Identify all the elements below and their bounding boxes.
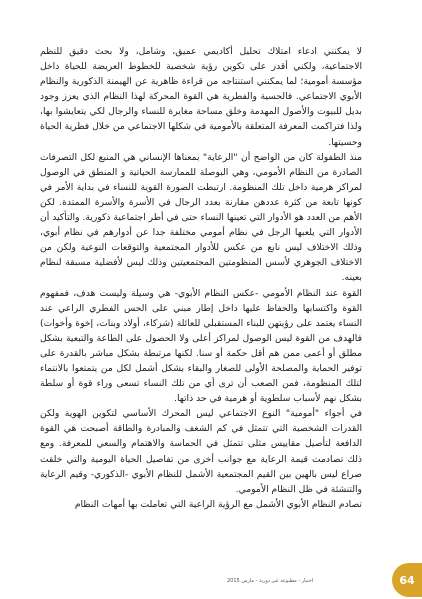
footer-note: اختيار - مطبوعة غير دورية - مارس 2015 <box>227 578 314 584</box>
paragraph-3: القوة عند النظام الأمومي -عكس النظام الأبوي- هي وسيلة وليست هدف، فمفهوم القوة واكتسابها والحفاظ عليها داخل إطار مبني على الحس الفطري الراعي عند النساء يعتمد على رؤيتهن للبناء المستقبلي للعائلة (شركاء، أولاد وبنات، إخوة وأخوات) فالهدف من القوة ليس الوصول لمراكز أعلى ولا الحصول على الطاعة والتبعية بشكل مطلق أو أعمى ممن هم أقل حكمة أو سنا. لكنها مرتبطة بشكل مباشر بالقدرة على توفير الحماية والمصلحة الأولى للصغار والبقاء بشكل أشمل لكل من يتمتعوا بالانتماء لتلك المنظومة، فمن الصعب أن ترى أي من تلك النساء تسعى وراء قوة أو سلطة بشكل نهم لأسباب سلطوية أو هرمية في حد ذاتها. <box>40 287 362 405</box>
paragraph-2: منذ الطفولة كان من الواضح أن "الرعاية" بمعناها الإنساني هي المنبع لكل التصرفات الصادرة من النظام الأمومي، وهي البوصلة للممارسة الحياتية و المنطق في الوصول لمراكز هرمية داخل تلك المنظومة. ارتبطت الصورة القوية للنساء في بداية الأمر في كونها تابعة من كثرة عددهن مقارنة بعدد الرجال في الأسرة والأسرة الممتدة. لكن الأهم من العدد هو الأدوار التي تعينها النساء حتى في أطر اجتماعية ذكورية. والتأكيد أن الأدوار التي يلعبها الرجل في نظام أمومي مختلفة جدا عن أدوارهم في نظام أبوي، وذلك الاختلاف ليس نابع من عكس للأدوار المجتمعية والتوقعات النوعية ولكن من الاختلاف الجوهري لأسس المنظومتين المجتمعيتين وذلك ليس لأفضلية مسبقة لنظام بعينه. <box>39 151 362 284</box>
page-number: 64 <box>399 573 415 587</box>
paragraph-4: في أجواء "أمومية" النوع الاجتماعي ليس المحرك الأساسي لتكوين الهوية ولكن القدرات الشخصية التي تتمثل في كم الشغف والمبادرة والطاقة أصبحت هي القوة الدافعة لتأصيل مقاييس مثلى تتمثل في الحماسة والاهتمام والسعي للمعرفة. ومع ذلك تصادمت قيمة الرعاية مع جوانب أخرى من تفاصيل الحياة اليومية والتي خلقت صراع ليس بالهين بين القيم المجتمعية الأشمل للنظام الأبوي -الذكوري- وقيم الرعاية والتنشئة في ظل النظام الأمومي. <box>40 408 362 495</box>
body-text <box>40 44 362 512</box>
page-number-badge <box>392 563 422 597</box>
paragraph-5: تصادم النظام الأبوي الأشمل مع الرؤية الراعية التي تعاملت بها أمهات النظام <box>74 498 362 510</box>
paragraph-1: لا يمكنني ادعاء امتلاك تحليل أكاديمي عميق، وشامل، ولا بحث دقيق للنظم الاجتماعية، ولكني أقدر على تكوين رؤية شخصية للخطوط العريضة للحياة داخل مؤسسة أمومية؛ لما يمكنني استنتاجه من قراءة ظاهرية عن الهيمنة الذكورية والنظام الأبوي الاجتماعي. فالحسية والفطرية هي القوة المحركة لهذا النظام الذي يعزز وجود بديل للبيوت والأصول المهدمة وخلق مساحة مغايرة للنساء والرجال لكي يتعايشوا بها، ولذا فتراكمت المعرفة المتعلقة بالأمومية في شكلها الاجتماعي من خلال فطرية الحياة وحسيتها. <box>40 46 362 148</box>
